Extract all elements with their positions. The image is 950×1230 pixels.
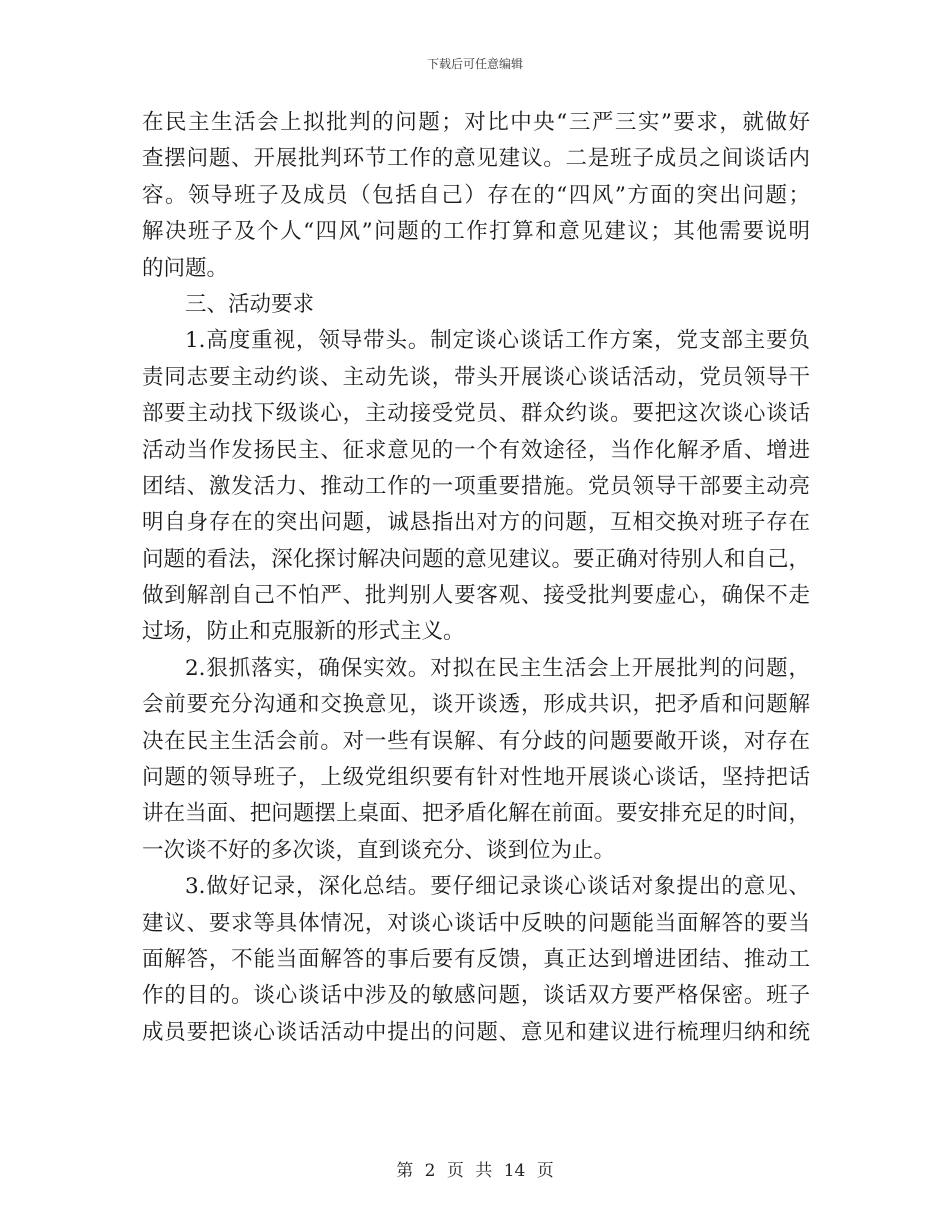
page-footer: 第 2 页 共 14 页 — [396, 1161, 554, 1181]
text-line: 活动当作发扬民主、征求意见的一个有效途径，当作化解矛盾、增进 — [142, 437, 810, 463]
text-line: 明自身存在的突出问题，诚恳指出对方的问题，互相交换对班子存在 — [142, 510, 810, 536]
text-line: 作的目的。谈心谈话中涉及的敏感问题，谈话双方要严格保密。班子 — [142, 983, 810, 1009]
section-heading: 三、活动要求 — [185, 291, 315, 317]
text-line: 3.做好记录，深化总结。要仔细记录谈心谈话对象提出的意见、 — [185, 874, 810, 900]
text-line: 2.狠抓落实，确保实效。对拟在民主生活会上开展批判的问题， — [185, 655, 810, 681]
text-line: 会前要充分沟通和交换意见，谈开谈透，形成共识，把矛盾和问题解 — [142, 692, 810, 718]
text-line: 过场，防止和克服新的形式主义。 — [142, 619, 465, 645]
text-line: 成员要把谈心谈话活动中提出的问题、意见和建议进行梳理归纳和统 — [142, 1019, 810, 1045]
text-line: 团结、激发活力、推动工作的一项重要措施。党员领导干部要主动亮 — [142, 473, 810, 499]
text-line: 讲在当面、把问题摆上桌面、把矛盾化解在前面。要安排充足的时间， — [142, 801, 810, 827]
text-line: 做到解剖自己不怕严、批判别人要客观、接受批判要虚心，确保不走 — [142, 583, 810, 609]
text-line: 问题的看法，深化探讨解决问题的意见建议。要正确对待别人和自己， — [142, 546, 810, 572]
text-line: 一次谈不好的多次谈，直到谈充分、谈到位为止。 — [142, 837, 616, 863]
text-line: 问题的领导班子，上级党组织要有针对性地开展谈心谈话，坚持把话 — [142, 765, 810, 791]
text-line: 的问题。 — [142, 255, 229, 281]
text-line: 责同志要主动约谈、主动先谈，带头开展谈心谈话活动，党员领导干 — [142, 364, 810, 390]
page-header: 下载后可任意编辑 — [426, 57, 523, 71]
text-line: 决在民主生活会前。对一些有误解、有分歧的问题要敞开谈，对存在 — [142, 728, 810, 754]
document-body — [142, 105, 810, 1051]
text-line: 建议、要求等具体情况，对谈心谈话中反映的问题能当面解答的要当 — [142, 910, 810, 936]
text-line: 容。领导班子及成员（包括自己）存在的“四风”方面的突出问题； — [142, 182, 810, 208]
text-line: 1.高度重视，领导带头。制定谈心谈话工作方案，党支部主要负 — [185, 328, 810, 354]
text-line: 在民主生活会上拟批判的问题；对比中央“三严三实”要求，就做好 — [142, 110, 810, 135]
text-line: 查摆问题、开展批判环节工作的意见建议。二是班子成员之间谈话内 — [142, 146, 810, 172]
text-line: 部要主动找下级谈心，主动接受党员、群众约谈。要把这次谈心谈话 — [142, 401, 810, 427]
text-line: 面解答，不能当面解答的事后要有反馈，真正达到增进团结、推动工 — [142, 946, 810, 972]
text-line: 解决班子及个人“四风”问题的工作打算和意见建议；其他需要说明 — [142, 219, 810, 245]
